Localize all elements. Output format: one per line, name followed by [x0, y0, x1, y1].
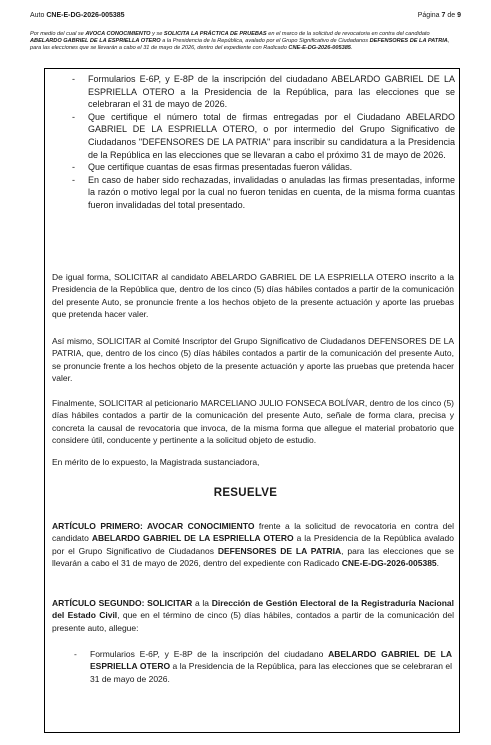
list-item [72, 648, 452, 685]
list-item-text: En caso de haber sido rechazadas, invalidadas o anuladas las firmas presentadas, informe la razón o motivo legal por la cual no fueron tenidas en cuenta, de la misma forma cuantas fueron invalidadas del total presentado. [88, 174, 455, 210]
article-bold: Dirección de Gestión Electoral de la Registraduría Nacional del Estado Civil [52, 598, 454, 621]
article-two-title: ARTÍCULO SEGUNDO: SOLICITAR [52, 598, 193, 608]
subheader-bold: AVOCA CONOCIMIENTO [85, 31, 151, 37]
article-text: a la Presidencia de la República avalado por el Grupo Significativo de Ciudadanos [52, 533, 454, 556]
article-bold: DEFENSORES DE LA PATRIA [217, 545, 342, 556]
article-text: . [436, 557, 440, 568]
page-of-label: de [445, 12, 458, 19]
header-doc-prefix: Auto [30, 12, 47, 19]
article-two-list [72, 648, 452, 685]
subheader-description [30, 31, 462, 52]
header-page-number [418, 12, 461, 19]
subheader-text: Por medio del cual se [30, 31, 86, 37]
article-text: frente a la solicitud de revocatoria en contra del candidato [52, 521, 454, 544]
article-one [52, 520, 454, 569]
article-text: , que en el término de cinco (5) días hábiles, contados a partir de la comunicación del presente auto, allegue: [52, 610, 454, 633]
resuelve-heading: RESUELVE [213, 487, 278, 499]
subheader-text: . [350, 44, 353, 51]
list-dash: - [72, 174, 75, 185]
list-dash: - [74, 649, 77, 659]
article-two [52, 597, 454, 634]
article-bold: ABELARDO GABRIEL DE LA ESPRIELLA OTERO [91, 533, 294, 544]
article-one-title: ARTÍCULO PRIMERO: AVOCAR CONOCIMIENTO [52, 521, 255, 531]
list-dash: - [72, 111, 75, 122]
list-item [70, 111, 455, 161]
page-label: Página [417, 12, 442, 19]
article-text: , para las elecciones que se llevarán a cabo el 31 de mayo de 2026, dentro del expediente con Radicado [52, 545, 454, 568]
article-text: a la [192, 598, 212, 608]
subheader-text: y se [150, 31, 164, 37]
list-item [70, 174, 455, 212]
paragraph-request-petitioner: Finalmente, SOLICITAR al peticionario MARCELIANO JULIO FONSECA BOLÍVAR, dentro de los cinco (5) días hábiles contados a partir de la comunicación del presente Auto, señale de forma clara, precisa y concreta la causal de revocatoria que invoca, de la misma forma que allegue el material probatorio que considere útil, conducente y pertinente a la solicitud objeto de estudio. [52, 398, 454, 445]
paragraph-merit: En mérito de lo expuesto, la Magistrada sustanciadora, [52, 457, 260, 467]
list-dash: - [72, 162, 75, 173]
subheader-text: a la Presidencia de la República, avalado por el Grupo Significativo de Ciudadanos [160, 37, 370, 44]
subheader-bold: ABELARDO GABRIEL DE LA ESPRIELLA OTERO [30, 37, 161, 44]
list-item-text: Formularios E-6P, y E-8P de la inscripción del ciudadano [90, 649, 329, 659]
header-doc-id: CNE-E-DG-2026-005385 [46, 12, 125, 19]
list-item [70, 161, 455, 174]
list-item-text: Formularios E-6P, y E-8P de la inscripción del ciudadano ABELARDO GABRIEL DE LA ESPRIELLA OTERO a la Presidencia de la República, para las elecciones que se celebraran el 31 de mayo de 2026. [88, 74, 455, 110]
list-item [70, 73, 455, 111]
list-item-text: Que certifique el número total de firmas entregadas por el Ciudadano ABELARDO GABRIEL DE LA ESPRIELLA OTERO, o por intermedio del Grupo Significativo de Ciudadanos "DEFENSORES DE LA PATRIA" para inscribir su candidatura a la Presidencia de la República en las elecciones que se llevaran a cabo el próximo 31 de mayo de 2026. [88, 111, 455, 160]
list-item-text: a la Presidencia de la República, para las elecciones que se celebraran el 31 de mayo de 2026. [90, 661, 452, 684]
header-doc-ref [30, 12, 125, 19]
subheader-bold: SOLICITA LA PRÁCTICA DE PRUEBAS [163, 31, 267, 37]
subheader-text: , para las elecciones que se llevarán a cabo el 31 de mayo de 2026, dentro del expediente con Radicado [30, 37, 450, 51]
page-current: 7 [441, 12, 446, 19]
list-item-text: Que certifique cuantas de esas firmas presentadas fueron válidas. [88, 162, 353, 173]
article-bold: CNE-E-DG-2026-005385 [341, 557, 437, 568]
subheader-bold: CNE-E-DG-2026-005385 [288, 44, 351, 51]
list-dash: - [72, 74, 75, 84]
requested-items-list [70, 73, 455, 212]
subheader-bold: DEFENSORES DE LA PATRIA [369, 37, 448, 44]
paragraph-request-candidate: De igual forma, SOLICITAR al candidato ABELARDO GABRIEL DE LA ESPRIELLA OTERO inscrito a la Presidencia de la República que, dentro de los cinco (5) días hábiles contados a partir de la comunicación del presente Auto, se pronuncie frente a los hechos objeto de la presente actuación y aporte las pruebas que pretenda hacer valer. [52, 272, 454, 319]
page-total: 9 [457, 12, 461, 19]
subheader-text: en el marco de la solicitud de revocatoria en contra del candidato [266, 31, 430, 37]
paragraph-request-committee: Así mismo, SOLICITAR al Comité Inscriptor del Grupo Significativo de Ciudadanos DEFENSORES DE LA PATRIA, que, dentro de los cinco (5) días hábiles contados a partir de la comunicación del presente Auto, se pronuncie frente a los hechos objeto de la presente actuación y aporte las pruebas que pretenda hacer valer. [52, 336, 454, 383]
list-item-bold: ABELARDO GABRIEL DE LA ESPRIELLA OTERO [90, 649, 452, 672]
